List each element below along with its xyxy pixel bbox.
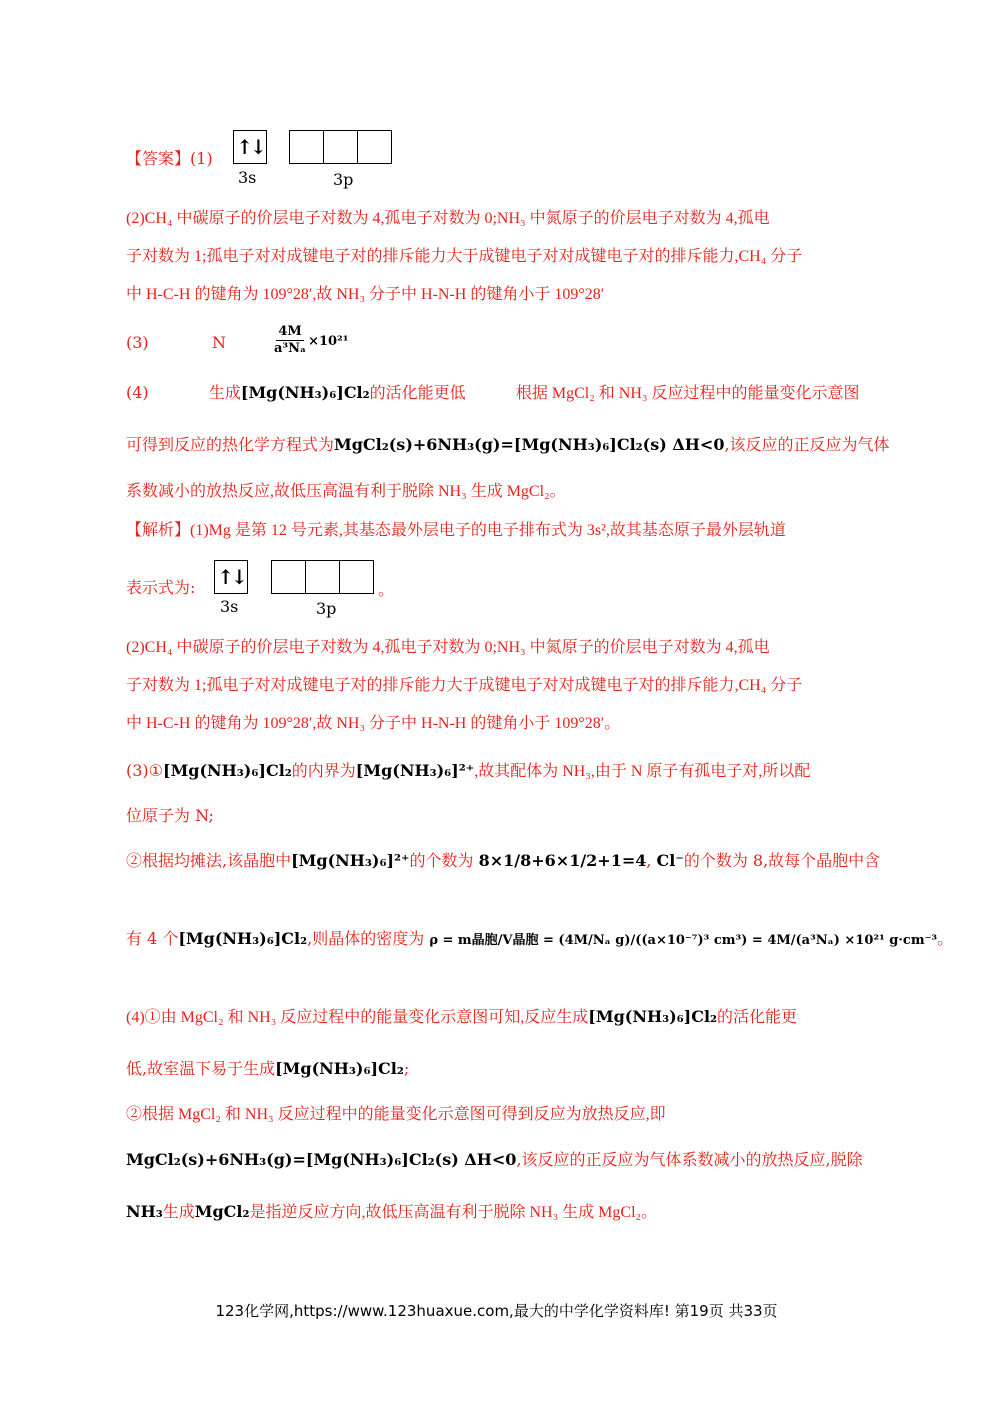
page-footer: 123化学网,https://www.123huaxue.com,最大的中学化学资料库! 第19页 共33页 <box>215 1302 778 1320</box>
density-expression: ρ = m晶胞/V晶胞 = (4M/Nₐ g)/((a×10⁻⁷)³ cm³) = 4M/(a³Nₐ) ×10²¹ g·cm⁻³ <box>429 933 938 948</box>
answer-p3-tail: ×10²¹ <box>308 334 349 349</box>
analysis-p3b-line: ②根据均摊法,该晶胞中[Mg(NH₃)₆]²⁺的个数为 8×1/8+6×1/2+1=4, Cl⁻的个数为 8,故每个晶胞中含 <box>126 851 881 870</box>
analysis-p3b-c: 的个数为 8,故每个晶胞中含 <box>683 851 881 870</box>
answer-p4-part1: 生成 <box>208 383 241 402</box>
analysis-p3c-complex: [Mg(NH₃)₆]Cl₂ <box>178 929 308 948</box>
analysis-p4b-line3-b: 是指逆反应方向,故低压高温有利于脱除 NH₃ 生成 MgCl₂。 <box>249 1204 658 1221</box>
analysis-p3-line1-c: ,故其配体为 NH₃,由于 N 原子有孤电子对,所以配 <box>474 763 811 780</box>
analysis-p3b-ion: [Mg(NH₃)₆]²⁺ <box>291 851 410 870</box>
analysis-p3c-line <box>126 928 953 952</box>
answer-tag: 【答案】 <box>126 149 191 168</box>
analysis-p2-line2: 子对数为 1;孤电子对对成键电子对的排斥能力大于成键电子对对成键电子对的排斥能力,CH₄ 分子 <box>126 677 803 694</box>
complex-formula: [Mg(NH₃)₆]Cl₂ <box>240 383 370 402</box>
analysis-orbital-label-3p: 3p <box>316 599 337 618</box>
answer-p4-line2-b: ,该反应的正反应为气体 <box>724 435 890 454</box>
answer-p2-line2: 子对数为 1;孤电子对对成键电子对的排斥能力大于成键电子对对成键电子对的排斥能力,CH₄ 分子 <box>126 248 803 265</box>
analysis-p4b-line3 <box>126 1201 657 1224</box>
analysis-p4-line1-b: 的活化能更 <box>717 1007 798 1026</box>
analysis-p4-line2-b: ; <box>403 1059 410 1078</box>
analysis-p4b-line2 <box>126 1149 863 1171</box>
analysis-p4-line2-complex: [Mg(NH₃)₆]Cl₂ <box>275 1059 404 1078</box>
analysis-p2-line3: 中 H-C-H 的键角为 109°28′,故 NH₃ 分子中 H-N-H 的键角小于 109°28′。 <box>126 715 621 732</box>
analysis-p1-line1-text: (1)Mg 是第 12 号元素,其基态最外层电子的电子排布式为 3s²,故其基态原子最外层轨道 <box>190 522 786 539</box>
magnesium-chloride-formula: MgCl₂ <box>194 1202 250 1221</box>
answer-p4-prefix: (4) <box>126 383 149 402</box>
answer-p4-part3: 根据 MgCl₂ 和 NH₃ 反应过程中的能量变化示意图 <box>515 385 860 402</box>
orbital-label-3p: 3p <box>333 170 354 189</box>
orbital-3s-arrows: ↑↓ <box>236 135 264 159</box>
analysis-p3c-end: 。 <box>937 929 954 948</box>
chloride-ion: Cl⁻ <box>656 851 684 870</box>
answer-p2-line1: (2)CH₄ 中碳原子的价层电子对数为 4,孤电子对数为 0;NH₃ 中氮原子的价层电子对数为 4,孤电 <box>126 210 770 227</box>
analysis-p2-line1: (2)CH₄ 中碳原子的价层电子对数为 4,孤电子对数为 0;NH₃ 中氮原子的价层电子对数为 4,孤电 <box>126 639 770 656</box>
density-fraction <box>272 324 308 357</box>
analysis-p4b-line3-a: 生成 <box>162 1202 195 1221</box>
analysis-p4-line2 <box>126 1058 409 1080</box>
analysis-p4-line1 <box>126 1006 797 1029</box>
analysis-p3c-b: ,则晶体的密度为 <box>307 929 425 948</box>
answer-p4-part2: 的活化能更低 <box>369 383 466 402</box>
analysis-p3b-b: 的个数为 <box>409 851 474 870</box>
fraction-numerator: 4M <box>278 324 302 339</box>
orbital-label-3s: 3s <box>238 168 257 187</box>
answer-p3-prefix: (3) <box>126 333 149 352</box>
answer-p3-formula <box>272 324 348 357</box>
answer-p4-line2 <box>126 434 890 456</box>
analysis-p4b-line1: ②根据 MgCl₂ 和 NH₃ 反应过程中的能量变化示意图可得到反应为放热反应,即 <box>126 1106 666 1123</box>
analysis-p1-line1 <box>126 520 786 542</box>
thermochemical-equation: MgCl₂(s)+6NH₃(g)=[Mg(NH₃)₆]Cl₂(s) ΔH<0 <box>334 435 725 454</box>
analysis-thermochemical-equation: MgCl₂(s)+6NH₃(g)=[Mg(NH₃)₆]Cl₂(s) ΔH<0 <box>126 1150 517 1169</box>
analysis-orbital-3s-box <box>214 560 248 594</box>
analysis-p4-line1-a: (4)①由 MgCl₂ 和 NH₃ 反应过程中的能量变化示意图可知,反应生成 <box>126 1009 589 1026</box>
analysis-p4-line2-a: 低,故室温下易于生成 <box>126 1059 276 1078</box>
answer-p3-n: N <box>212 333 226 352</box>
analysis-p3-line1 <box>126 760 810 783</box>
answer-p1-prefix: (1) <box>190 149 213 168</box>
analysis-complex-formula: [Mg(NH₃)₆]Cl₂ <box>163 761 292 780</box>
analysis-p4-complex: [Mg(NH₃)₆]Cl₂ <box>588 1007 718 1026</box>
unit-cell-count-calc: 8×1/8+6×1/2+1=4 <box>478 851 647 870</box>
orbital-3s-box <box>233 130 267 164</box>
answer-p4-line2-a: 可得到反应的热化学方程式为 <box>126 435 335 454</box>
analysis-p3-line1-b: 的内界为 <box>291 761 356 780</box>
analysis-p1-line2-suffix: 。 <box>378 580 395 599</box>
analysis-p1-line2-prefix: 表示式为: <box>126 578 196 597</box>
answer-line-1 <box>126 148 213 170</box>
answer-p4-line3: 系数减小的放热反应,故低压高温有利于脱除 NH₃ 生成 MgCl₂。 <box>126 483 566 500</box>
answer-p4-line1 <box>126 382 859 405</box>
orbital-3p-box <box>289 130 392 164</box>
analysis-p3-line1-a: (3)① <box>126 761 164 780</box>
analysis-p1-line2 <box>126 577 195 599</box>
analysis-p4b-line2-b: ,该反应的正反应为气体系数减小的放热反应,脱除 <box>516 1150 863 1169</box>
answer-p2-line3: 中 H-C-H 的键角为 109°28′,故 NH₃ 分子中 H-N-H 的键角小于 109°28′ <box>126 286 605 303</box>
analysis-p3b-a: ②根据均摊法,该晶胞中 <box>126 851 292 870</box>
analysis-tag: 【解析】 <box>126 522 191 539</box>
analysis-p3c-a: 有 4 个 <box>126 929 179 948</box>
analysis-orbital-label-3s: 3s <box>220 597 239 616</box>
analysis-orbital-3p-box <box>271 560 374 594</box>
analysis-p3-line2: 位原子为 N; <box>126 806 214 825</box>
ammonia-formula: NH₃ <box>126 1202 163 1221</box>
fraction-denominator: a³Nₐ <box>274 341 307 356</box>
analysis-orbital-3s-arrows: ↑↓ <box>217 565 245 589</box>
complex-ion: [Mg(NH₃)₆]²⁺ <box>355 761 475 780</box>
